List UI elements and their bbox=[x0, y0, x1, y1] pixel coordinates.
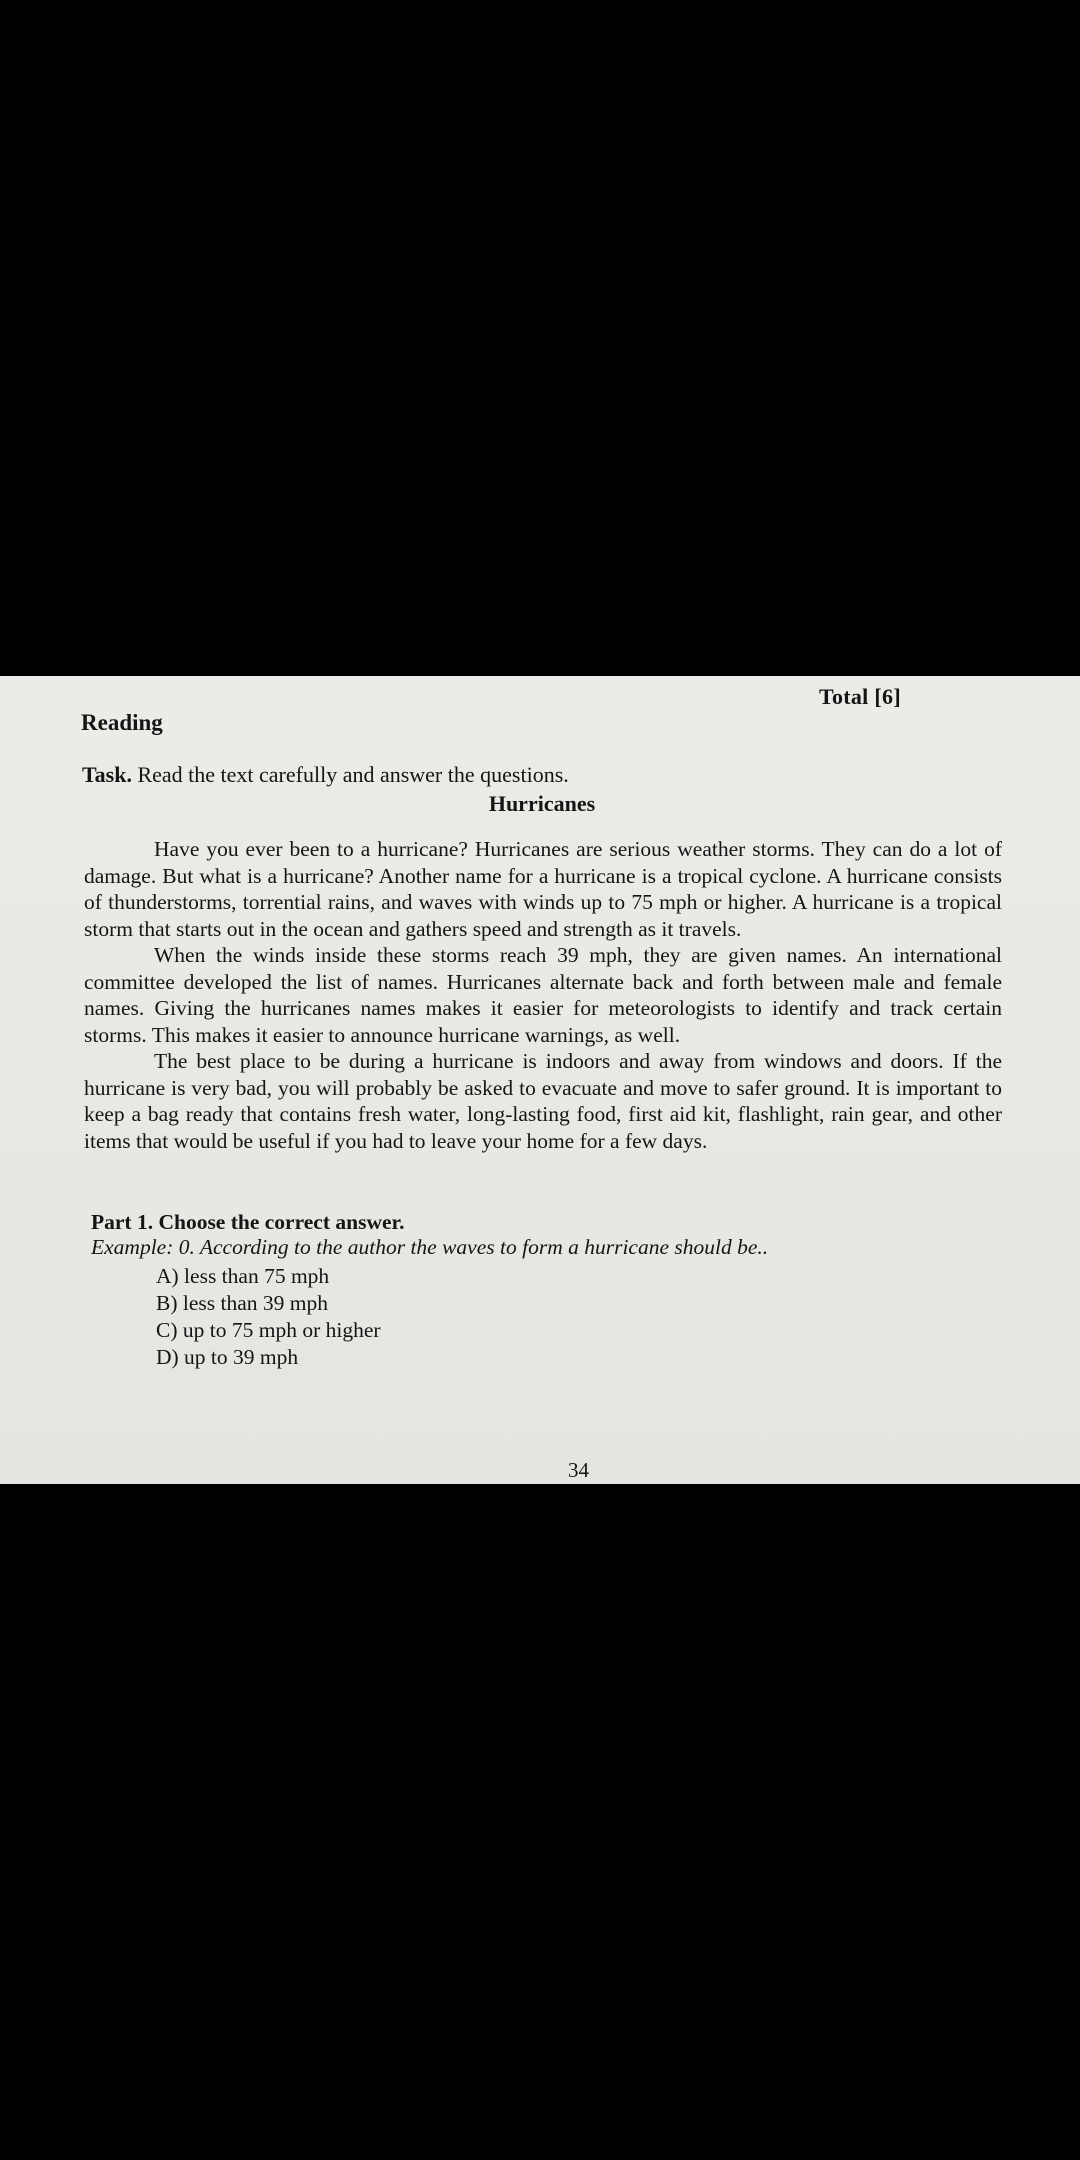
document-photo bbox=[0, 676, 1080, 1484]
task-instruction bbox=[82, 762, 569, 788]
answer-option: A) less than 75 mph bbox=[156, 1264, 330, 1288]
page-number: 34 bbox=[568, 1458, 589, 1482]
part1-title: Part 1. Choose the correct answer. bbox=[91, 1210, 405, 1234]
task-text: Read the text carefully and answer the questions. bbox=[137, 762, 569, 787]
example-question: Example: 0. According to the author the waves to form a hurricane should be.. bbox=[91, 1235, 769, 1259]
answer-options bbox=[156, 1263, 381, 1371]
paper-sheet bbox=[0, 676, 1080, 1484]
passage-paragraph: The best place to be during a hurricane is indoors and away from windows and doors. If the hurricane is very bad, you will probably be asked to evacuate and move to safer ground. It is important to keep a bag ready that contains fresh water, long-lasting food, first aid kit, flashlight, rain gear, and other items that would be useful if you had to leave your home for a few days. bbox=[84, 1049, 1002, 1153]
answer-option: C) up to 75 mph or higher bbox=[156, 1318, 381, 1342]
answer-option: D) up to 39 mph bbox=[156, 1345, 299, 1369]
section-title: Reading bbox=[81, 710, 163, 735]
passage-title bbox=[0, 791, 1080, 817]
passage-body bbox=[84, 836, 1002, 1154]
total-score: Total [6] bbox=[819, 684, 901, 709]
passage-title-text: Hurricanes bbox=[488, 791, 596, 816]
task-label: Task. bbox=[82, 762, 132, 787]
passage-paragraph: When the winds inside these storms reach 39 mph, they are given names. An international committee developed the list of names. Hurricanes alternate back and forth between male and female names. Giving the hurricanes names makes it easier for meteorologists to identify and track certain storms. This makes it easier to announce hurricane warnings, as well. bbox=[84, 943, 1002, 1047]
passage-paragraph: Have you ever been to a hurricane? Hurricanes are serious weather storms. They can do a lot of damage. But what is a hurricane? Another name for a hurricane is a tropical cyclone. A hurricane consists of thunderstorms, torrential rains, and waves with winds up to 75 mph or higher. A hurricane is a tropical storm that starts out in the ocean and gathers speed and strength as it travels. bbox=[84, 837, 1002, 941]
answer-option: B) less than 39 mph bbox=[156, 1291, 328, 1315]
